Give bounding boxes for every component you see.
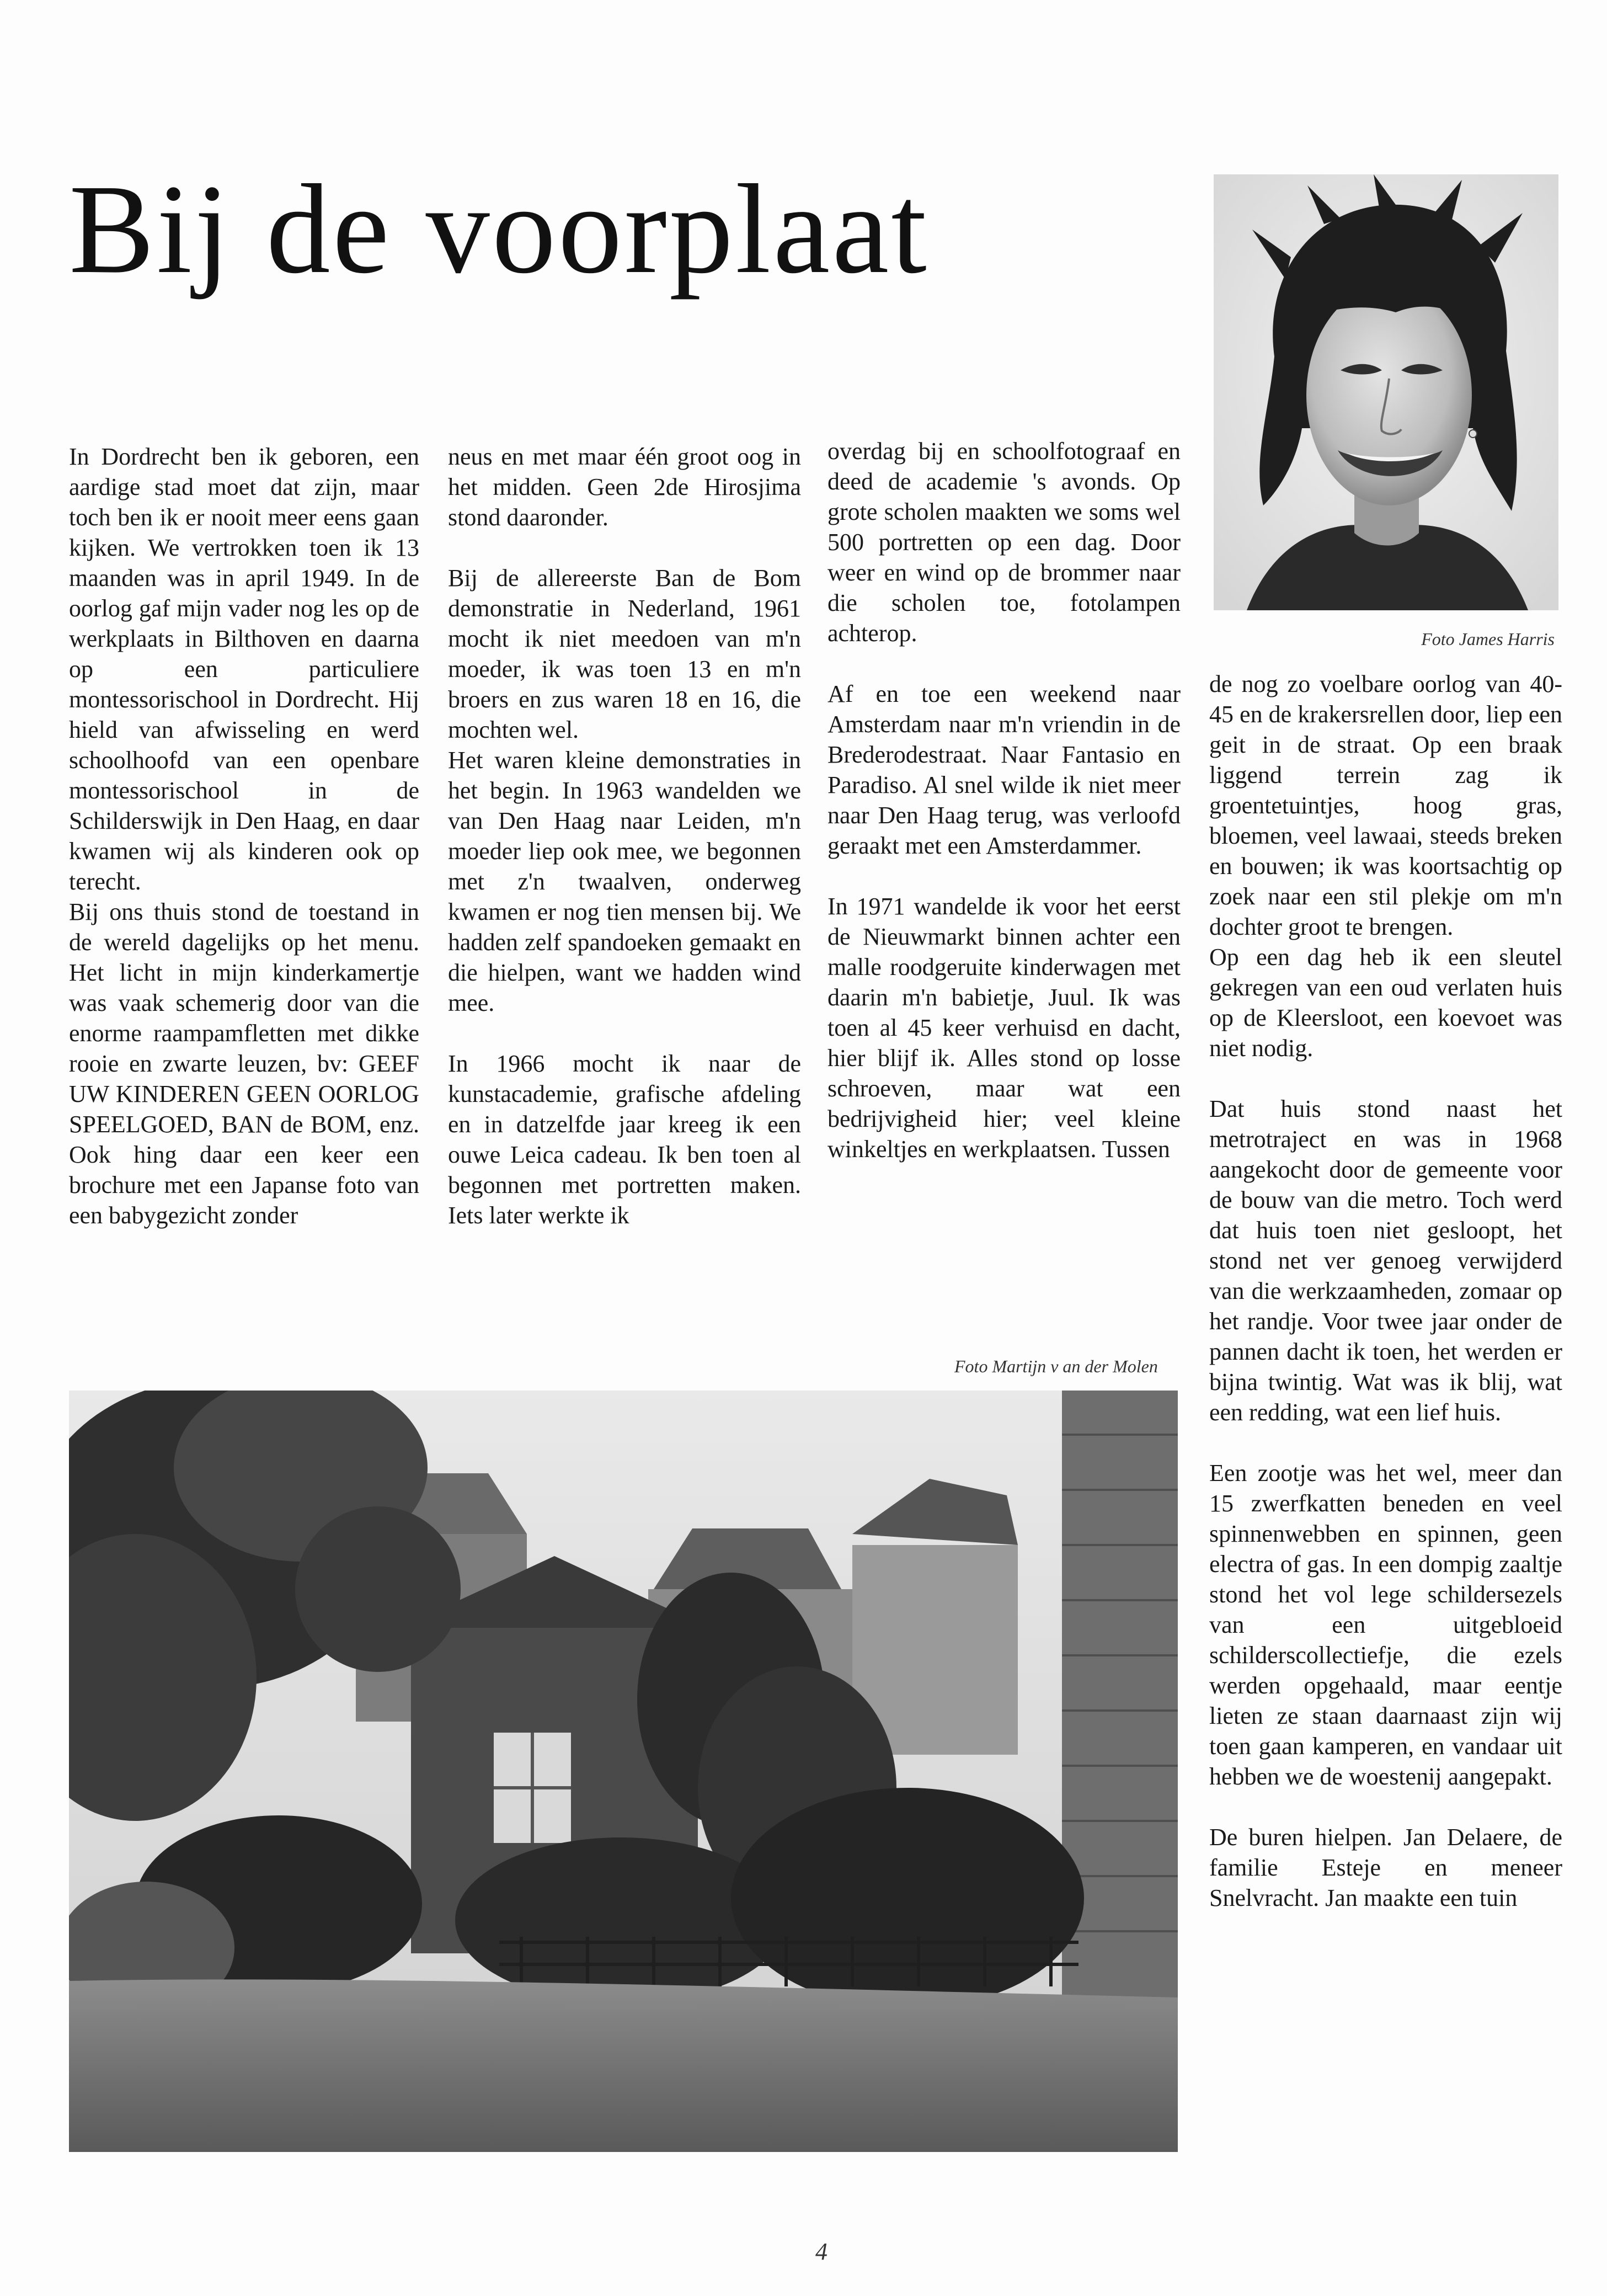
paragraph: Het waren kleine demonstraties in het begin. In 1963 wandelden we van Den Haag naar Leiden, m'n moeder liep ook mee, we begonnen met z'n twaalven, onderweg kwamen er nog tien mensen bij. We hadden zelf spandoeken gemaakt en die hielpen, want we hadden wind mee. [448,747,801,1016]
paragraph: neus en met maar één groot oog in het midden. Geen 2de Hirosjima stond daaronder. [448,443,801,531]
text-column-3 [827,436,1181,1164]
photo-credit: Foto Martijn v an der Molen [954,1356,1158,1376]
garden-house-photo [69,1391,1178,2152]
text-column-1 [69,441,419,1230]
paragraph: Bij de allereerste Ban de Bom demonstratie in Nederland, 1961 mocht ik niet meedoen van m'n moeder, ik was toen 13 en m'n broers en zus waren 18 en 16, die mochten wel. [448,564,801,743]
photo-credit: Foto James Harris [1421,629,1555,649]
portrait-photo [1214,174,1558,610]
paragraph: overdag bij en schoolfotograaf en deed de academie 's avonds. Op grote scholen maakten we soms wel 500 portretten op een dag. Door weer en wind op de brommer naar die scholen toe, fotolampen achterop. [827,438,1181,647]
text-column-4 [1209,669,1562,1913]
paragraph: Op een dag heb ik een sleutel gekregen van een oud verlaten huis op de Kleersloot, een koevoet was niet nodig. [1209,944,1562,1062]
paragraph: In 1966 mocht ik naar de kunstacademie, grafische afdeling en in datzelfde jaar kreeg ik een ouwe Leica cadeau. Ik ben toen al begonnen met portretten maken. Iets later werkte ik [448,1050,801,1229]
paragraph: de nog zo voelbare oorlog van 40-45 en de krakersrellen door, liep een geit in de straat. Op een braak liggend terrein zag ik groentetuintjes, hoog gras, bloemen, veel lawaai, steeds breken en bouwen; ik was koortsachtig op zoek naar een stil plekje om m'n dochter groot te brengen. [1209,670,1562,940]
paragraph: Een zootje was het wel, meer dan 15 zwerfkatten beneden en veel spinnenwebben en spinnen, geen electra of gas. In een dompig zaaltje stond het vol lege schildersezels van een uitgebloeid schilderscollectiefje, die ezels werden opgehaald, maar eentje lieten ze staan daarnaast zijn wij toen gaan kamperen, en vandaar uit hebben we de woestenij aangepakt. [1209,1459,1562,1790]
page-number: 4 [815,2238,827,2265]
paragraph: Dat huis stond naast het metrotraject en was in 1968 aangekocht door de gemeente voor de bouw van die metro. Toch werd dat huis toen niet gesloopt, het stond net ver genoeg verwijderd van die werkzaamheden, zomaar op het randje. Voor twee jaar onder de pannen dacht ik toen, het werden er bijna twintig. Wat was ik blij, wat een redding, wat een lief huis. [1209,1095,1562,1426]
paragraph: De buren hielpen. Jan Delaere, de familie Esteje en meneer Snelvracht. Jan maakte een tuin [1209,1824,1562,1911]
paragraph: In Dordrecht ben ik geboren, een aardige stad moet dat zijn, maar toch ben ik er nooit meer eens gaan kijken. We vertrokken toen ik 13 maanden was in april 1949. In de oorlog gaf mijn vader nog les op de werkplaats in Bilthoven en daarna op een particuliere montessorischool in Dordrecht. Hij hield van afwisseling en werd schoolhoofd van een openbare montessorischool in de Schilderswijk in Den Haag, en daar kwamen wij als kinderen ook op terecht. [69,443,419,895]
page-title: Bij de voorplaat [69,158,929,300]
paragraph: Bij ons thuis stond de toestand in de wereld dagelijks op het menu. Het licht in mijn kinderkamertje was vaak schemerig door van die enorme raampamfletten met dikke rooie en zwarte leuzen, bv: GEEF UW KINDEREN GEEN OORLOG SPEELGOED, BAN de BOM, enz. Ook hing daar een keer een brochure met een Japanse foto van een babygezicht zonder [69,898,419,1229]
paragraph: In 1971 wandelde ik voor het eerst de Nieuwmarkt binnen achter een malle roodgeruite kinderwagen met daarin m'n babietje, Juul. Ik was toen al 45 keer verhuisd en dacht, hier blijf ik. Alles stond op losse schroeven, maar wat een bedrijvigheid hier; veel kleine winkeltjes en werkplaatsen. Tussen [827,893,1181,1163]
paragraph: Af en toe een weekend naar Amsterdam naar m'n vriendin in de Brederodestraat. Naar Fantasio en Paradiso. Al snel wilde ik niet meer naar Den Haag terug, was verloofd geraakt met een Amsterdammer. [827,680,1181,859]
text-column-2 [448,441,801,1230]
